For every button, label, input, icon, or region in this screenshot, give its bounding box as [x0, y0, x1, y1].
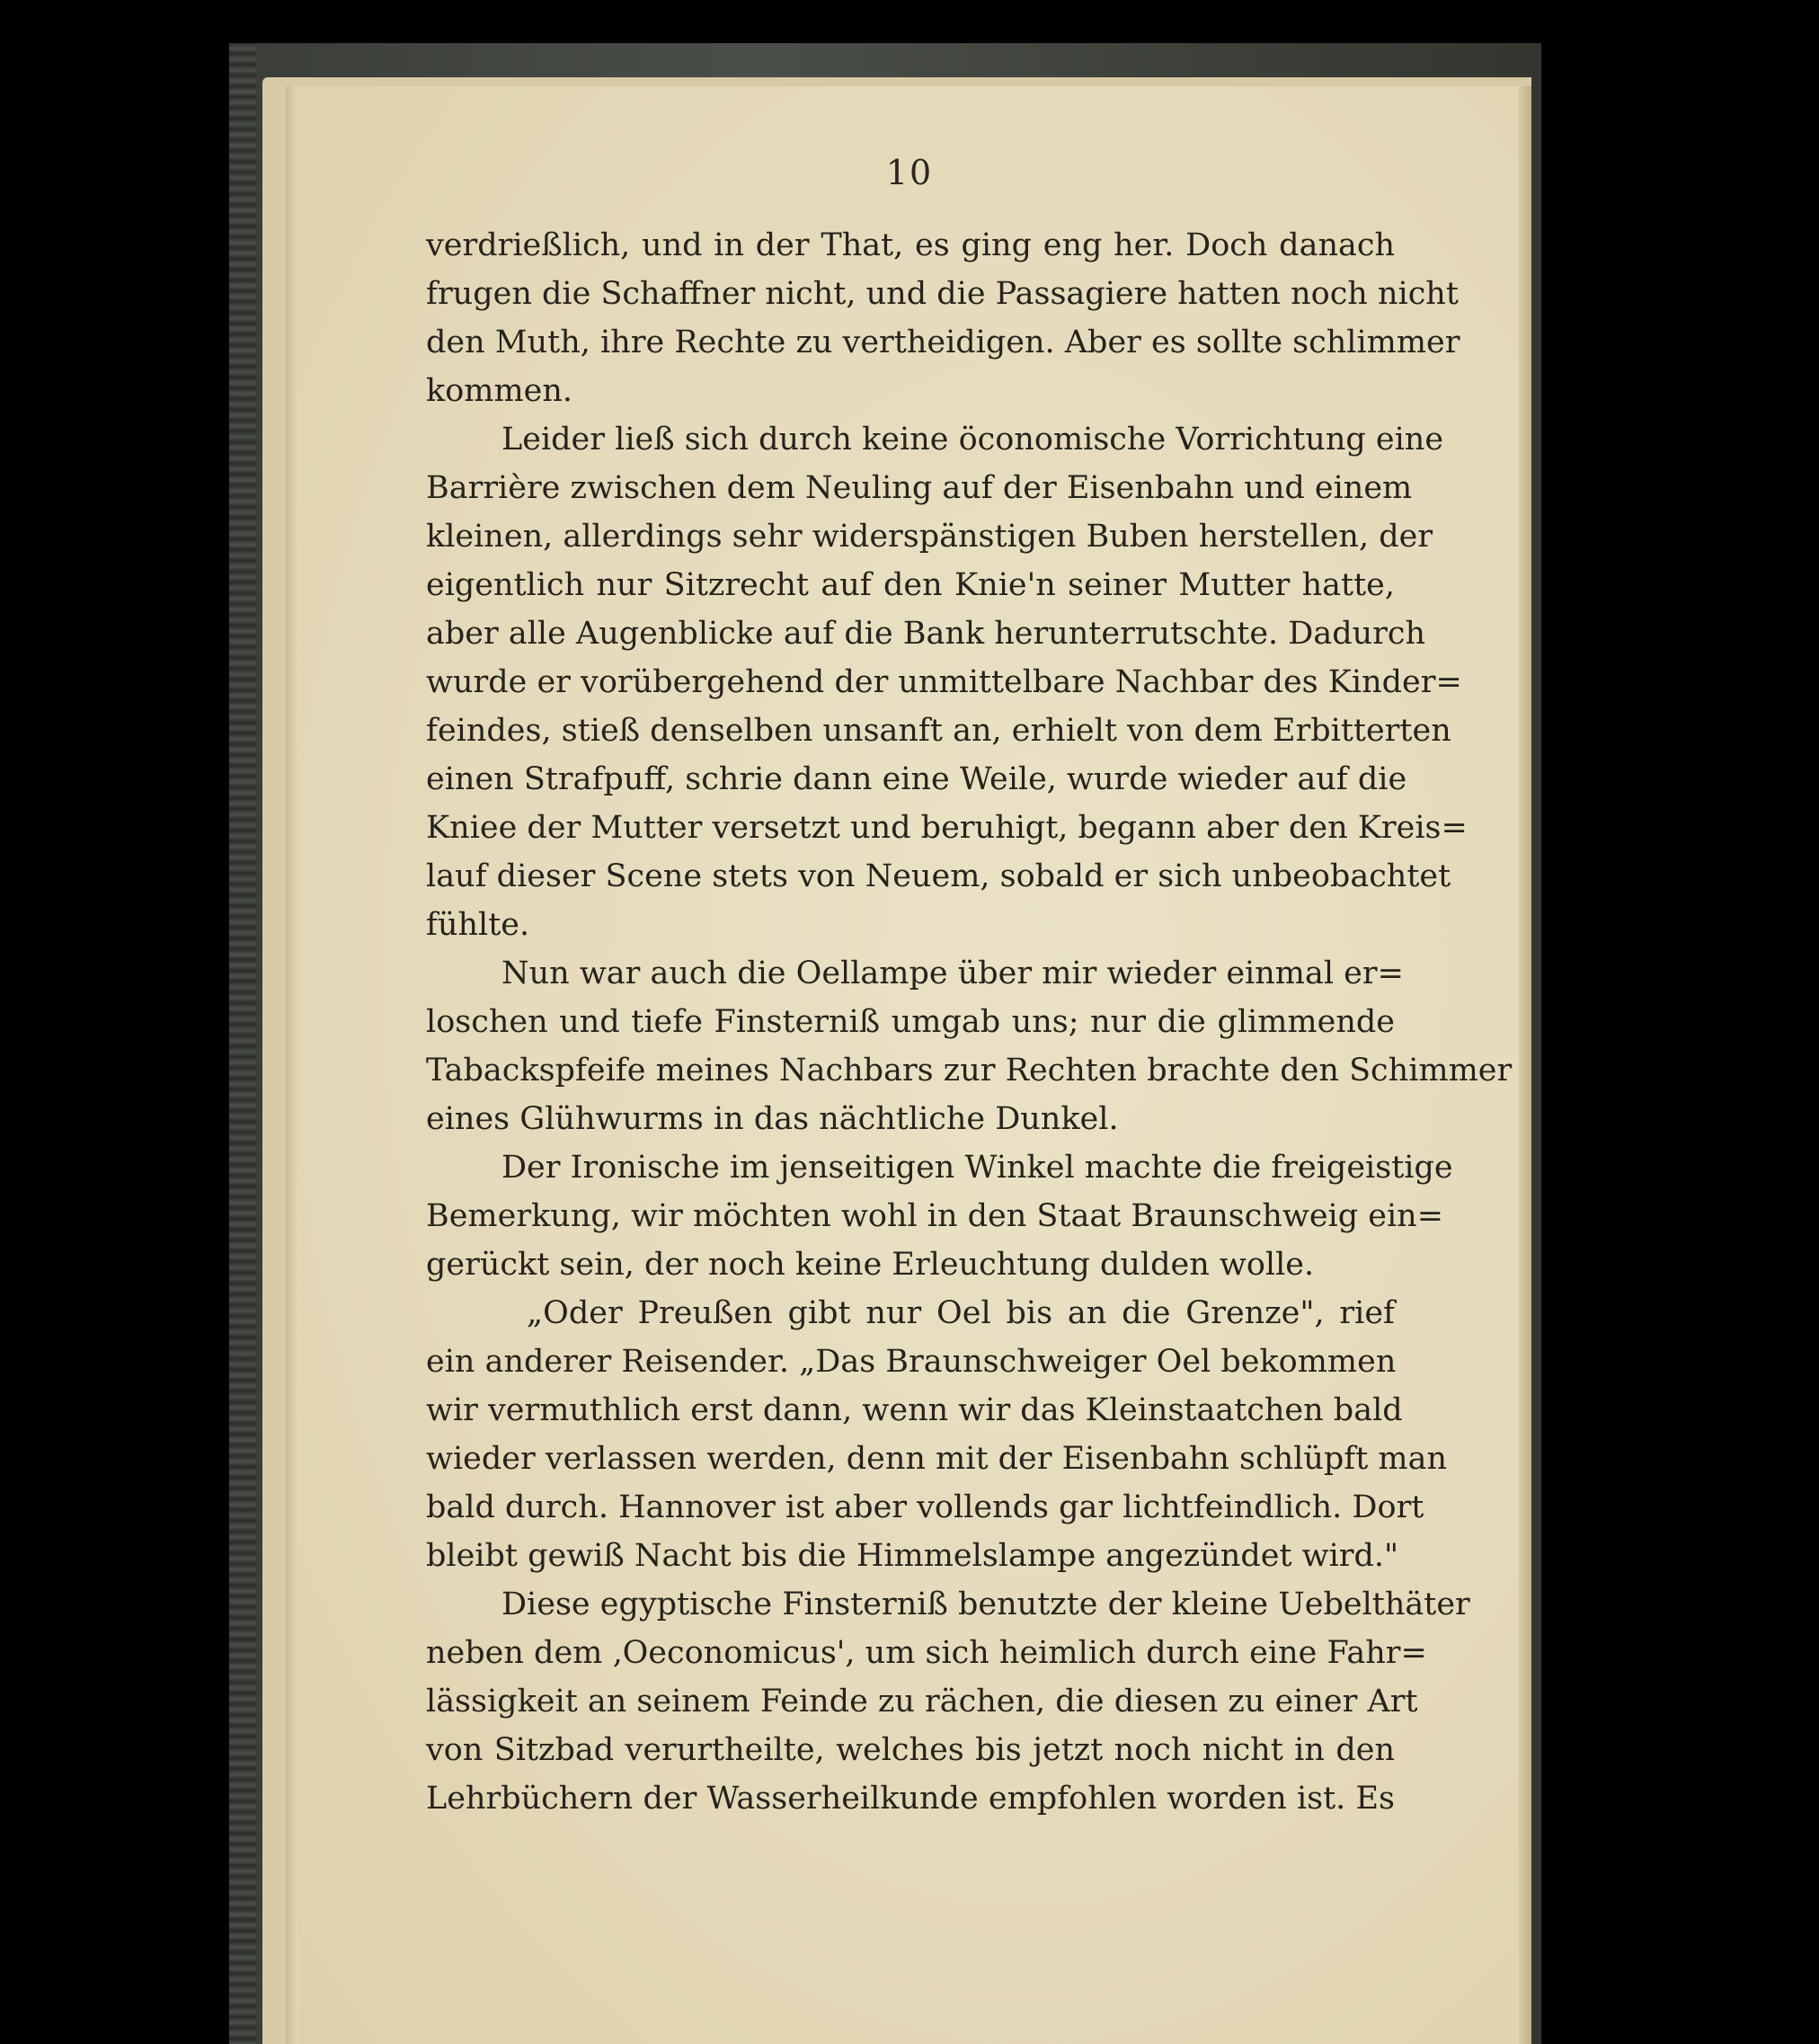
- text-line: kommen.: [426, 373, 573, 409]
- text-line: „Oder Preußen gibt nur Oel bis an die Grenze", rief: [527, 1295, 1395, 1331]
- text-line: gerückt sein, der noch keine Erleuchtung dulden wolle.: [426, 1247, 1315, 1283]
- text-line: lässigkeit an seinem Feinde zu rächen, die diesen zu einer Art: [426, 1684, 1418, 1720]
- page-gutter: [286, 86, 298, 2044]
- text-line: Leider ließ sich durch keine öconomische Vorrichtung eine: [501, 422, 1444, 458]
- text-line: eines Glühwurms in das nächtliche Dunkel.: [426, 1101, 1119, 1137]
- text-line: bleibt gewiß Nacht bis die Himmelslampe angezündet wird.": [426, 1538, 1399, 1574]
- text-line: den Muth, ihre Rechte zu vertheidigen. Aber es sollte schlimmer: [426, 324, 1460, 360]
- page-right-edge: [1519, 86, 1531, 2044]
- text-line: Kniee der Mutter versetzt und beruhigt, begann aber den Kreis=: [426, 810, 1468, 846]
- text-line: Nun war auch die Oellampe über mir wieder einmal er=: [501, 955, 1404, 991]
- text-line: neben dem ‚Oeconomicus', um sich heimlich durch eine Fahr=: [426, 1635, 1427, 1671]
- text-line: Diese egyptische Finsterniß benutzte der kleine Uebelthäter: [501, 1586, 1470, 1622]
- text-line: bald durch. Hannover ist aber vollends gar lichtfeindlich. Dort: [426, 1489, 1424, 1525]
- text-line: ein anderer Reisender. „Das Braunschweiger Oel bekommen: [426, 1344, 1397, 1380]
- text-line: wieder verlassen werden, denn mit der Eisenbahn schlüpft man: [426, 1441, 1448, 1477]
- text-line: lauf dieser Scene stets von Neuem, sobald er sich unbeobachtet: [426, 858, 1451, 894]
- text-line: Lehrbüchern der Wasserheilkunde empfohlen worden ist. Es: [426, 1781, 1395, 1817]
- text-line: eigentlich nur Sitzrecht auf den Knie'n seiner Mutter hatte,: [426, 567, 1395, 603]
- text-line: fühlte.: [426, 907, 530, 943]
- text-line: Bemerkung, wir möchten wohl in den Staat Braunschweig ein=: [426, 1198, 1444, 1234]
- text-line: verdrießlich, und in der That, es ging eng her. Doch danach: [426, 227, 1395, 263]
- text-line: wir vermuthlich erst dann, wenn wir das Kleinstaatchen bald: [426, 1392, 1403, 1428]
- text-line: frugen die Schaffner nicht, und die Passagiere hatten noch nicht: [426, 276, 1459, 312]
- text-line: Der Ironische im jenseitigen Winkel machte die freigeistige: [501, 1150, 1453, 1186]
- page-number: 10: [885, 153, 934, 192]
- text-line: loschen und tiefe Finsterniß umgab uns; nur die glimmende: [426, 1004, 1395, 1040]
- text-line: feindes, stieß denselben unsanft an, erhielt von dem Erbitterten: [426, 713, 1451, 749]
- text-line: Barrière zwischen dem Neuling auf der Eisenbahn und einem: [426, 470, 1413, 506]
- book-spine-edge: [229, 43, 256, 2044]
- text-line: aber alle Augenblicke auf die Bank herunterrutschte. Dadurch: [426, 616, 1426, 652]
- text-line: wurde er vorübergehend der unmittelbare Nachbar des Kinder=: [426, 664, 1462, 700]
- text-line: Tabackspfeife meines Nachbars zur Rechten brachte den Schimmer: [426, 1053, 1513, 1089]
- text-line: von Sitzbad verurtheilte, welches bis jetzt noch nicht in den: [426, 1732, 1395, 1768]
- text-line: einen Strafpuff, schrie dann eine Weile, wurde wieder auf die: [426, 761, 1407, 797]
- body-text: [426, 221, 1513, 1823]
- text-line: kleinen, allerdings sehr widerspänstigen Buben herstellen, der: [426, 519, 1433, 555]
